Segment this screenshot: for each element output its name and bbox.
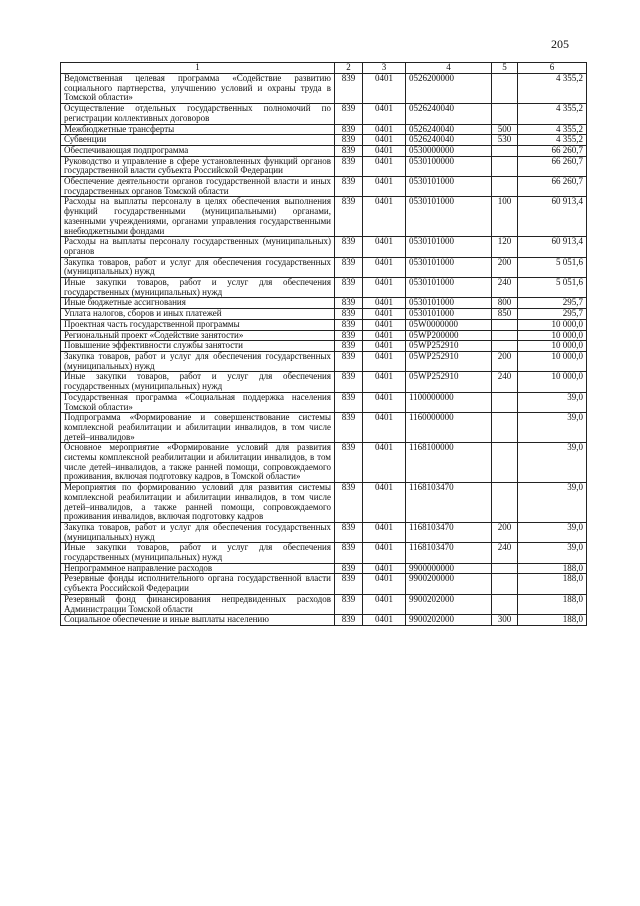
section-code-cell: 0401 <box>363 392 406 412</box>
expense-type-cell <box>492 341 518 352</box>
expense-name-cell: Иные бюджетные ассигнования <box>61 298 335 309</box>
target-article-cell: 05WP200000 <box>406 330 492 341</box>
table-row <box>61 135 587 146</box>
section-code-cell: 0401 <box>363 413 406 443</box>
expense-type-cell: 800 <box>492 298 518 309</box>
grbs-code-cell: 839 <box>335 413 363 443</box>
grbs-code-cell: 839 <box>335 74 363 104</box>
grbs-code-cell: 839 <box>335 298 363 309</box>
expense-type-cell <box>492 574 518 594</box>
target-article-cell: 0526240040 <box>406 135 492 146</box>
target-article-cell: 0530101000 <box>406 197 492 237</box>
expense-type-cell <box>492 177 518 197</box>
table-row <box>61 104 587 124</box>
table-row <box>61 392 587 412</box>
section-code-cell: 0401 <box>363 124 406 135</box>
amount-cell: 66 260,7 <box>518 145 587 156</box>
amount-cell: 4 355,2 <box>518 104 587 124</box>
amount-cell: 66 260,7 <box>518 177 587 197</box>
grbs-code-cell: 839 <box>335 341 363 352</box>
section-code-cell: 0401 <box>363 351 406 371</box>
expense-name-cell: Межбюджетные трансферты <box>61 124 335 135</box>
table-row <box>61 413 587 443</box>
amount-cell: 5 051,6 <box>518 257 587 277</box>
target-article-cell: 9900000000 <box>406 563 492 574</box>
column-header: 5 <box>492 63 518 74</box>
expense-name-cell: Резервные фонды исполнительного органа государственной власти субъекта Российской Федерации <box>61 574 335 594</box>
expense-type-cell <box>492 392 518 412</box>
table-header-row <box>61 63 587 74</box>
target-article-cell: 0530101000 <box>406 278 492 298</box>
grbs-code-cell: 839 <box>335 563 363 574</box>
section-code-cell: 0401 <box>363 145 406 156</box>
section-code-cell: 0401 <box>363 74 406 104</box>
table-row <box>61 257 587 277</box>
expense-name-cell: Осуществление отдельных государственных полномочий по регистрации коллективных договоров <box>61 104 335 124</box>
expense-type-cell <box>492 330 518 341</box>
expense-name-cell: Обеспечивающая подпрограмма <box>61 145 335 156</box>
target-article-cell: 0530000000 <box>406 145 492 156</box>
grbs-code-cell: 839 <box>335 197 363 237</box>
amount-cell: 60 913,4 <box>518 197 587 237</box>
table-row <box>61 177 587 197</box>
table-row <box>61 124 587 135</box>
table-row <box>61 351 587 371</box>
expense-name-cell: Повышение эффективности службы занятости <box>61 341 335 352</box>
table-row <box>61 197 587 237</box>
target-article-cell: 0526200000 <box>406 74 492 104</box>
expense-name-cell: Иные закупки товаров, работ и услуг для обеспечения государственных (муниципальных) нужд <box>61 543 335 563</box>
expense-name-cell: Обеспечение деятельности органов государственной власти и иных государственных органов Томской области <box>61 177 335 197</box>
table-row <box>61 483 587 523</box>
target-article-cell: 0526240040 <box>406 104 492 124</box>
table-row <box>61 237 587 257</box>
expense-name-cell: Закупка товаров, работ и услуг для обеспечения государственных (муниципальных) нужд <box>61 351 335 371</box>
amount-cell: 4 355,2 <box>518 74 587 104</box>
grbs-code-cell: 839 <box>335 257 363 277</box>
section-code-cell: 0401 <box>363 197 406 237</box>
target-article-cell: 1100000000 <box>406 392 492 412</box>
expense-type-cell <box>492 319 518 330</box>
table-row <box>61 298 587 309</box>
amount-cell: 10 000,0 <box>518 372 587 392</box>
target-article-cell: 0530100000 <box>406 156 492 176</box>
expense-type-cell <box>492 563 518 574</box>
section-code-cell: 0401 <box>363 341 406 352</box>
section-code-cell: 0401 <box>363 319 406 330</box>
grbs-code-cell: 839 <box>335 156 363 176</box>
column-header: 4 <box>406 63 492 74</box>
table-row <box>61 319 587 330</box>
amount-cell: 295,7 <box>518 309 587 320</box>
table-row <box>61 615 587 626</box>
amount-cell: 60 913,4 <box>518 237 587 257</box>
table-row <box>61 156 587 176</box>
section-code-cell: 0401 <box>363 522 406 542</box>
expense-name-cell: Ведомственная целевая программа «Содействие развитию социального партнерства, улучшению условий и охраны труда в Томской области» <box>61 74 335 104</box>
grbs-code-cell: 839 <box>335 177 363 197</box>
expense-name-cell: Мероприятия по формированию условий для развития системы комплексной реабилитации и абилитации инвалидов, в том числе детей–инвалидов, а также ранней помощи, сопровождаемого проживания инвалидов, включая подготовку кадров <box>61 483 335 523</box>
amount-cell: 10 000,0 <box>518 351 587 371</box>
target-article-cell: 1168103470 <box>406 543 492 563</box>
table-row <box>61 341 587 352</box>
expense-type-cell: 200 <box>492 522 518 542</box>
grbs-code-cell: 839 <box>335 135 363 146</box>
target-article-cell: 1168103470 <box>406 483 492 523</box>
amount-cell: 39,0 <box>518 522 587 542</box>
section-code-cell: 0401 <box>363 298 406 309</box>
grbs-code-cell: 839 <box>335 372 363 392</box>
table-row <box>61 563 587 574</box>
section-code-cell: 0401 <box>363 156 406 176</box>
expense-name-cell: Иные закупки товаров, работ и услуг для обеспечения государственных (муниципальных) нужд <box>61 372 335 392</box>
section-code-cell: 0401 <box>363 372 406 392</box>
section-code-cell: 0401 <box>363 104 406 124</box>
grbs-code-cell: 839 <box>335 543 363 563</box>
target-article-cell: 9900202000 <box>406 615 492 626</box>
amount-cell: 10 000,0 <box>518 330 587 341</box>
amount-cell: 188,0 <box>518 563 587 574</box>
target-article-cell: 0530101000 <box>406 309 492 320</box>
target-article-cell: 05W0000000 <box>406 319 492 330</box>
section-code-cell: 0401 <box>363 309 406 320</box>
section-code-cell: 0401 <box>363 330 406 341</box>
expense-type-cell <box>492 145 518 156</box>
table-row <box>61 145 587 156</box>
section-code-cell: 0401 <box>363 257 406 277</box>
amount-cell: 295,7 <box>518 298 587 309</box>
expense-type-cell <box>492 594 518 614</box>
page-number: 205 <box>551 37 569 51</box>
amount-cell: 4 355,2 <box>518 124 587 135</box>
section-code-cell: 0401 <box>363 543 406 563</box>
grbs-code-cell: 839 <box>335 483 363 523</box>
expense-name-cell: Региональный проект «Содействие занятости» <box>61 330 335 341</box>
amount-cell: 5 051,6 <box>518 278 587 298</box>
expense-name-cell: Социальное обеспечение и иные выплаты населению <box>61 615 335 626</box>
table-row <box>61 330 587 341</box>
amount-cell: 4 355,2 <box>518 135 587 146</box>
expense-type-cell: 240 <box>492 278 518 298</box>
expense-type-cell: 240 <box>492 543 518 563</box>
expense-name-cell: Подпрограмма «Формирование и совершенствование системы комплексной реабилитации и абилитации инвалидов, в том числе детей–инвалидов» <box>61 413 335 443</box>
grbs-code-cell: 839 <box>335 522 363 542</box>
expense-type-cell <box>492 443 518 483</box>
expense-type-cell: 850 <box>492 309 518 320</box>
target-article-cell: 1168100000 <box>406 443 492 483</box>
amount-cell: 39,0 <box>518 392 587 412</box>
target-article-cell: 9900200000 <box>406 574 492 594</box>
grbs-code-cell: 839 <box>335 594 363 614</box>
expense-name-cell: Государственная программа «Социальная поддержка населения Томской области» <box>61 392 335 412</box>
budget-table <box>60 62 587 626</box>
target-article-cell: 0530101000 <box>406 257 492 277</box>
expense-name-cell: Уплата налогов, сборов и иных платежей <box>61 309 335 320</box>
column-header: 2 <box>335 63 363 74</box>
table-row <box>61 372 587 392</box>
amount-cell: 188,0 <box>518 615 587 626</box>
column-header: 1 <box>61 63 335 74</box>
expense-type-cell: 200 <box>492 257 518 277</box>
table-row <box>61 594 587 614</box>
grbs-code-cell: 839 <box>335 443 363 483</box>
expense-type-cell <box>492 104 518 124</box>
expense-type-cell: 240 <box>492 372 518 392</box>
amount-cell: 66 260,7 <box>518 156 587 176</box>
table-row <box>61 443 587 483</box>
target-article-cell: 05WP252910 <box>406 351 492 371</box>
target-article-cell: 0530101000 <box>406 237 492 257</box>
table-row <box>61 278 587 298</box>
expense-name-cell: Резервный фонд финансирования непредвиденных расходов Администрации Томской области <box>61 594 335 614</box>
table-body <box>61 74 587 626</box>
expense-name-cell: Расходы на выплаты персоналу в целях обеспечения выполнения функций государственными (муниципальными) органами, казенными учреждениями, органами управления государственными внебюджетными фондами <box>61 197 335 237</box>
expense-type-cell: 500 <box>492 124 518 135</box>
target-article-cell: 0530101000 <box>406 177 492 197</box>
grbs-code-cell: 839 <box>335 124 363 135</box>
grbs-code-cell: 839 <box>335 351 363 371</box>
amount-cell: 39,0 <box>518 483 587 523</box>
expense-name-cell: Иные закупки товаров, работ и услуг для обеспечения государственных (муниципальных) нужд <box>61 278 335 298</box>
table-row <box>61 543 587 563</box>
section-code-cell: 0401 <box>363 594 406 614</box>
expense-type-cell: 100 <box>492 197 518 237</box>
grbs-code-cell: 839 <box>335 615 363 626</box>
section-code-cell: 0401 <box>363 177 406 197</box>
table-row <box>61 74 587 104</box>
expense-type-cell: 300 <box>492 615 518 626</box>
section-code-cell: 0401 <box>363 563 406 574</box>
target-article-cell: 0526240040 <box>406 124 492 135</box>
expense-name-cell: Закупка товаров, работ и услуг для обеспечения государственных (муниципальных) нужд <box>61 522 335 542</box>
section-code-cell: 0401 <box>363 278 406 298</box>
grbs-code-cell: 839 <box>335 145 363 156</box>
amount-cell: 188,0 <box>518 574 587 594</box>
table-row <box>61 574 587 594</box>
table-row <box>61 309 587 320</box>
column-header: 3 <box>363 63 406 74</box>
expense-type-cell <box>492 413 518 443</box>
amount-cell: 39,0 <box>518 413 587 443</box>
expense-type-cell: 120 <box>492 237 518 257</box>
target-article-cell: 0530101000 <box>406 298 492 309</box>
section-code-cell: 0401 <box>363 615 406 626</box>
grbs-code-cell: 839 <box>335 319 363 330</box>
grbs-code-cell: 839 <box>335 330 363 341</box>
grbs-code-cell: 839 <box>335 309 363 320</box>
table-row <box>61 522 587 542</box>
target-article-cell: 1168103470 <box>406 522 492 542</box>
grbs-code-cell: 839 <box>335 574 363 594</box>
expense-name-cell: Субвенции <box>61 135 335 146</box>
grbs-code-cell: 839 <box>335 278 363 298</box>
expense-type-cell <box>492 156 518 176</box>
amount-cell: 39,0 <box>518 543 587 563</box>
amount-cell: 10 000,0 <box>518 319 587 330</box>
target-article-cell: 9900202000 <box>406 594 492 614</box>
grbs-code-cell: 839 <box>335 392 363 412</box>
section-code-cell: 0401 <box>363 443 406 483</box>
amount-cell: 10 000,0 <box>518 341 587 352</box>
grbs-code-cell: 839 <box>335 237 363 257</box>
expense-name-cell: Расходы на выплаты персоналу государственных (муниципальных) органов <box>61 237 335 257</box>
expense-name-cell: Основное мероприятие «Формирование условий для развития системы комплексной реабилитации и абилитации инвалидов, в том числе детей–инвалидов, а также ранней помощи, сопровождаемого проживания, включая подготовку кадров, в Томской области» <box>61 443 335 483</box>
target-article-cell: 1160000000 <box>406 413 492 443</box>
expense-name-cell: Непрограммное направление расходов <box>61 563 335 574</box>
expense-name-cell: Закупка товаров, работ и услуг для обеспечения государственных (муниципальных) нужд <box>61 257 335 277</box>
expense-name-cell: Руководство и управление в сфере установленных функций органов государственной власти субъекта Российской Федерации <box>61 156 335 176</box>
target-article-cell: 05WP252910 <box>406 372 492 392</box>
amount-cell: 188,0 <box>518 594 587 614</box>
amount-cell: 39,0 <box>518 443 587 483</box>
section-code-cell: 0401 <box>363 237 406 257</box>
expense-type-cell <box>492 74 518 104</box>
grbs-code-cell: 839 <box>335 104 363 124</box>
expense-type-cell: 530 <box>492 135 518 146</box>
section-code-cell: 0401 <box>363 574 406 594</box>
column-header: 6 <box>518 63 587 74</box>
target-article-cell: 05WP252910 <box>406 341 492 352</box>
expense-type-cell <box>492 483 518 523</box>
section-code-cell: 0401 <box>363 135 406 146</box>
expense-type-cell: 200 <box>492 351 518 371</box>
expense-name-cell: Проектная часть государственной программы <box>61 319 335 330</box>
section-code-cell: 0401 <box>363 483 406 523</box>
